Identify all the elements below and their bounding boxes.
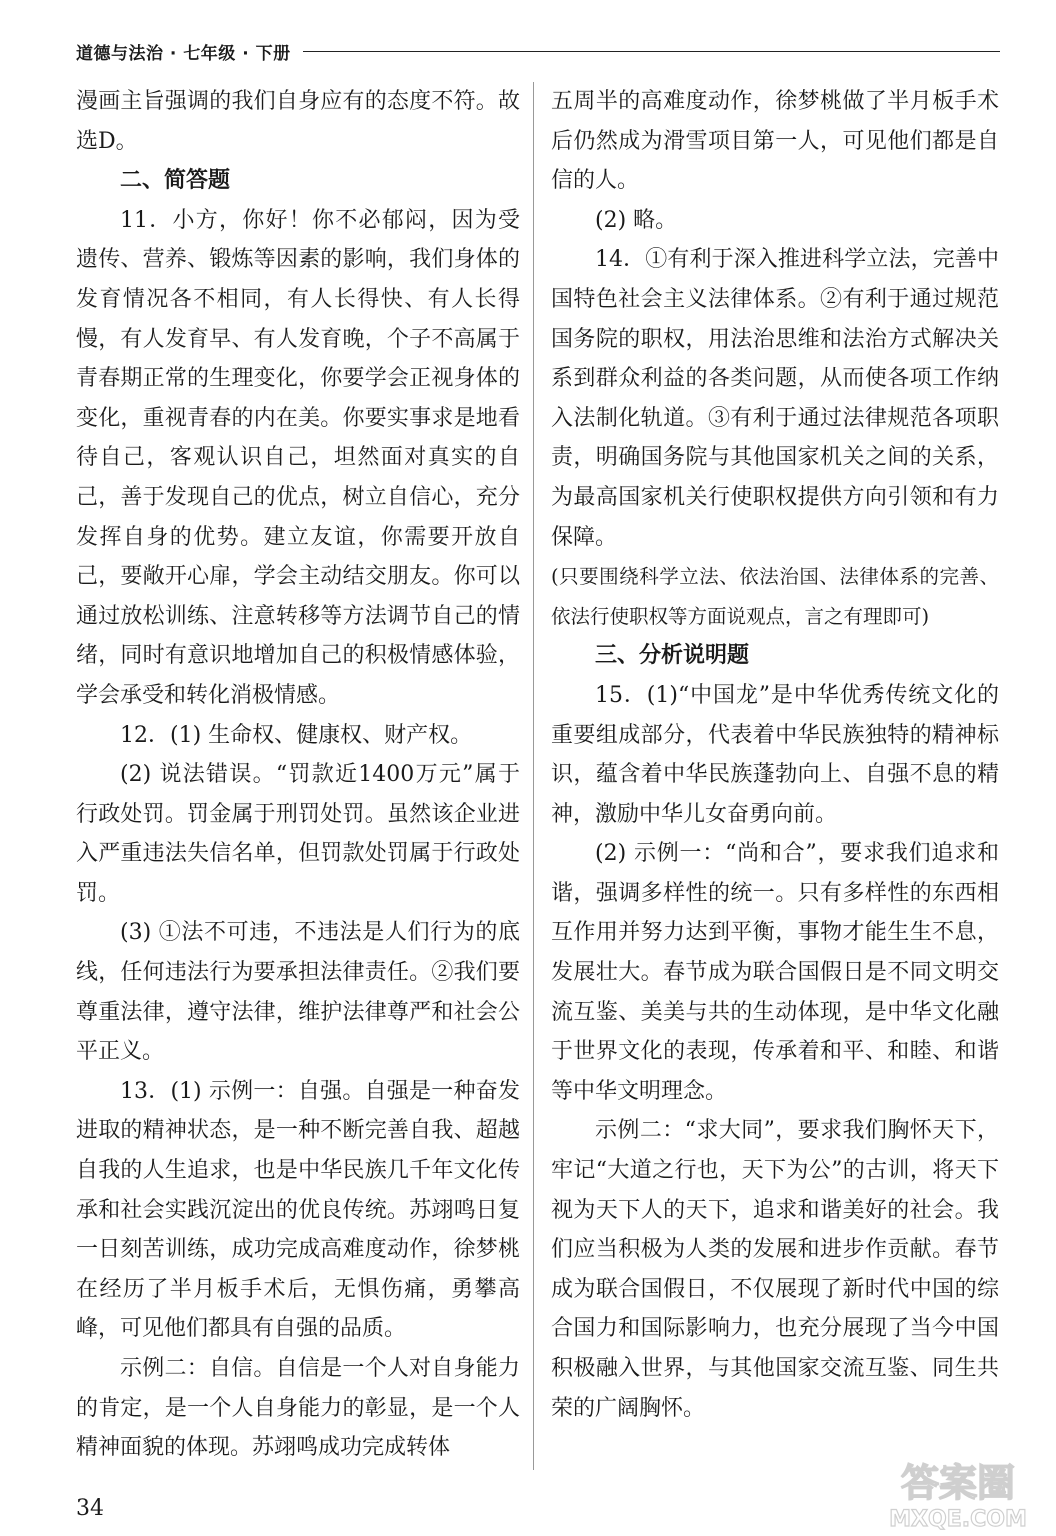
left-column bbox=[76, 82, 520, 1468]
answer-13-example-2: 示例二：自信。自信是一个人对自身能力的肯定，是一个人自身能力的彰显，是一个人精神面貌的体现。苏翊鸣成功完成转体 bbox=[76, 1356, 520, 1461]
answer-11: 11．小方，你好！你不必郁闷，因为受遗传、营养、锻炼等因素的影响，我们身体的发育情况各不相同，有人长得快、有人长得慢，有人发育早、有人发育晚，个子不高属于青春期正常的生理变化，你要学会正视身体的变化，重视青春的内在美。你要实事求是地看待自己，客观认识自己，坦然面对真实的自己，善于发现自己的优点，树立自信心，充分发挥自身的优势。建立友谊，你需要开放自己，要敞开心扉，学会主动结交朋友。你可以通过放松训练、注意转移等方法调节自己的情绪，同时有意识地增加自己的积极情感体验，学会承受和转化消极情感。 bbox=[76, 207, 520, 708]
header-rule bbox=[303, 51, 1000, 52]
answer-12-3: (3) ①法不可违，不违法是人们行为的底线，任何违法行为要承担法律责任。②我们要尊重法律，遵守法律，维护法律尊严和社会公平正义。 bbox=[76, 920, 520, 1065]
watermark-url: MXQE.COM bbox=[889, 1507, 1027, 1532]
answer-12-1: 12．(1) 生命权、健康权、财产权。 bbox=[120, 722, 473, 748]
column-divider bbox=[533, 82, 534, 1470]
answer-14: 14．①有利于深入推进科学立法，完善中国特色社会主义法律体系。②有利于通过规范国务院的职权，用法治思维和法治方式解决关系到群众利益的各类问题，从而使各项工作纳入法制化轨道。③有利于通过法律规范各项职责，明确国务院与其他国家机关之间的关系，为最高国家机关行使职权提供方向引领和有力保障。 bbox=[551, 247, 999, 550]
answer-14-note: (只要围绕科学立法、依法治国、法律体系的完善、依法行使职权等方面说观点，言之有理即可) bbox=[551, 565, 999, 628]
answer-15-1: 15．(1)“中国龙”是中华优秀传统文化的重要组成部分，代表着中华民族独特的精神标识，蕴含着中华民族蓬勃向上、自强不息的精神，激励中华儿女奋勇向前。 bbox=[551, 682, 999, 827]
answer-13-continued: 五周半的高难度动作，徐梦桃做了半月板手术后仍然成为滑雪项目第一人，可见他们都是自信的人。 bbox=[551, 89, 999, 194]
watermark-logo bbox=[868, 1456, 1048, 1532]
answer-10-tail: 漫画主旨强调的我们自身应有的态度不符。故选D。 bbox=[76, 89, 520, 154]
answer-12-2: (2) 说法错误。“罚款近1400万元”属于行政处罚。罚金属于刑罚处罚。虽然该企业进入严重违法失信名单，但罚款处罚属于行政处罚。 bbox=[76, 762, 520, 906]
section-heading-analysis: 三、分析说明题 bbox=[595, 643, 750, 669]
answer-15-2: (2) 示例一：“尚和合”，要求我们追求和谐，强调多样性的统一。只有多样性的东西相互作用并努力达到平衡，事物才能生生不息，发展壮大。春节成为联合国假日是不同文明交流互鉴、美美与共的生动体现，是中华文化融于世界文化的表现，传承着和平、和睦、和谐等中华文明理念。 bbox=[551, 841, 999, 1104]
book-title: 道德与法治 · 七年级 · 下册 bbox=[76, 43, 291, 64]
page-number: 34 bbox=[76, 1496, 104, 1521]
answer-13-1: 13．(1) 示例一：自强。自强是一种奋发进取的精神状态，是一种不断完善自我、超越自我的人生追求，也是中华民族几千年文化传承和社会实践沉淀出的优良传统。苏翊鸣日复一日刻苦训练，成功完成高难度动作，徐梦桃在经历了半月板手术后，无惧伤痛，勇攀高峰，可见他们都具有自强的品质。 bbox=[76, 1078, 520, 1342]
answer-13-2: (2) 略。 bbox=[595, 207, 678, 233]
answer-15-example-2: 示例二：“求大同”，要求我们胸怀天下，牢记“大道之行也，天下为公”的古训，将天下视为天下人的天下，追求和谐美好的社会。我们应当积极为人类的发展和进步作贡献。春节成为联合国假日，不仅展现了新时代中国的综合国力和国际影响力，也充分展现了当今中国积极融入世界，与其他国家交流互鉴、同生共荣的广阔胸怀。 bbox=[551, 1118, 999, 1421]
page-header bbox=[76, 36, 1000, 66]
watermark-text: 答案圈 bbox=[900, 1461, 1016, 1505]
section-heading-short-answer: 二、简答题 bbox=[120, 168, 231, 194]
right-column bbox=[551, 82, 999, 1428]
